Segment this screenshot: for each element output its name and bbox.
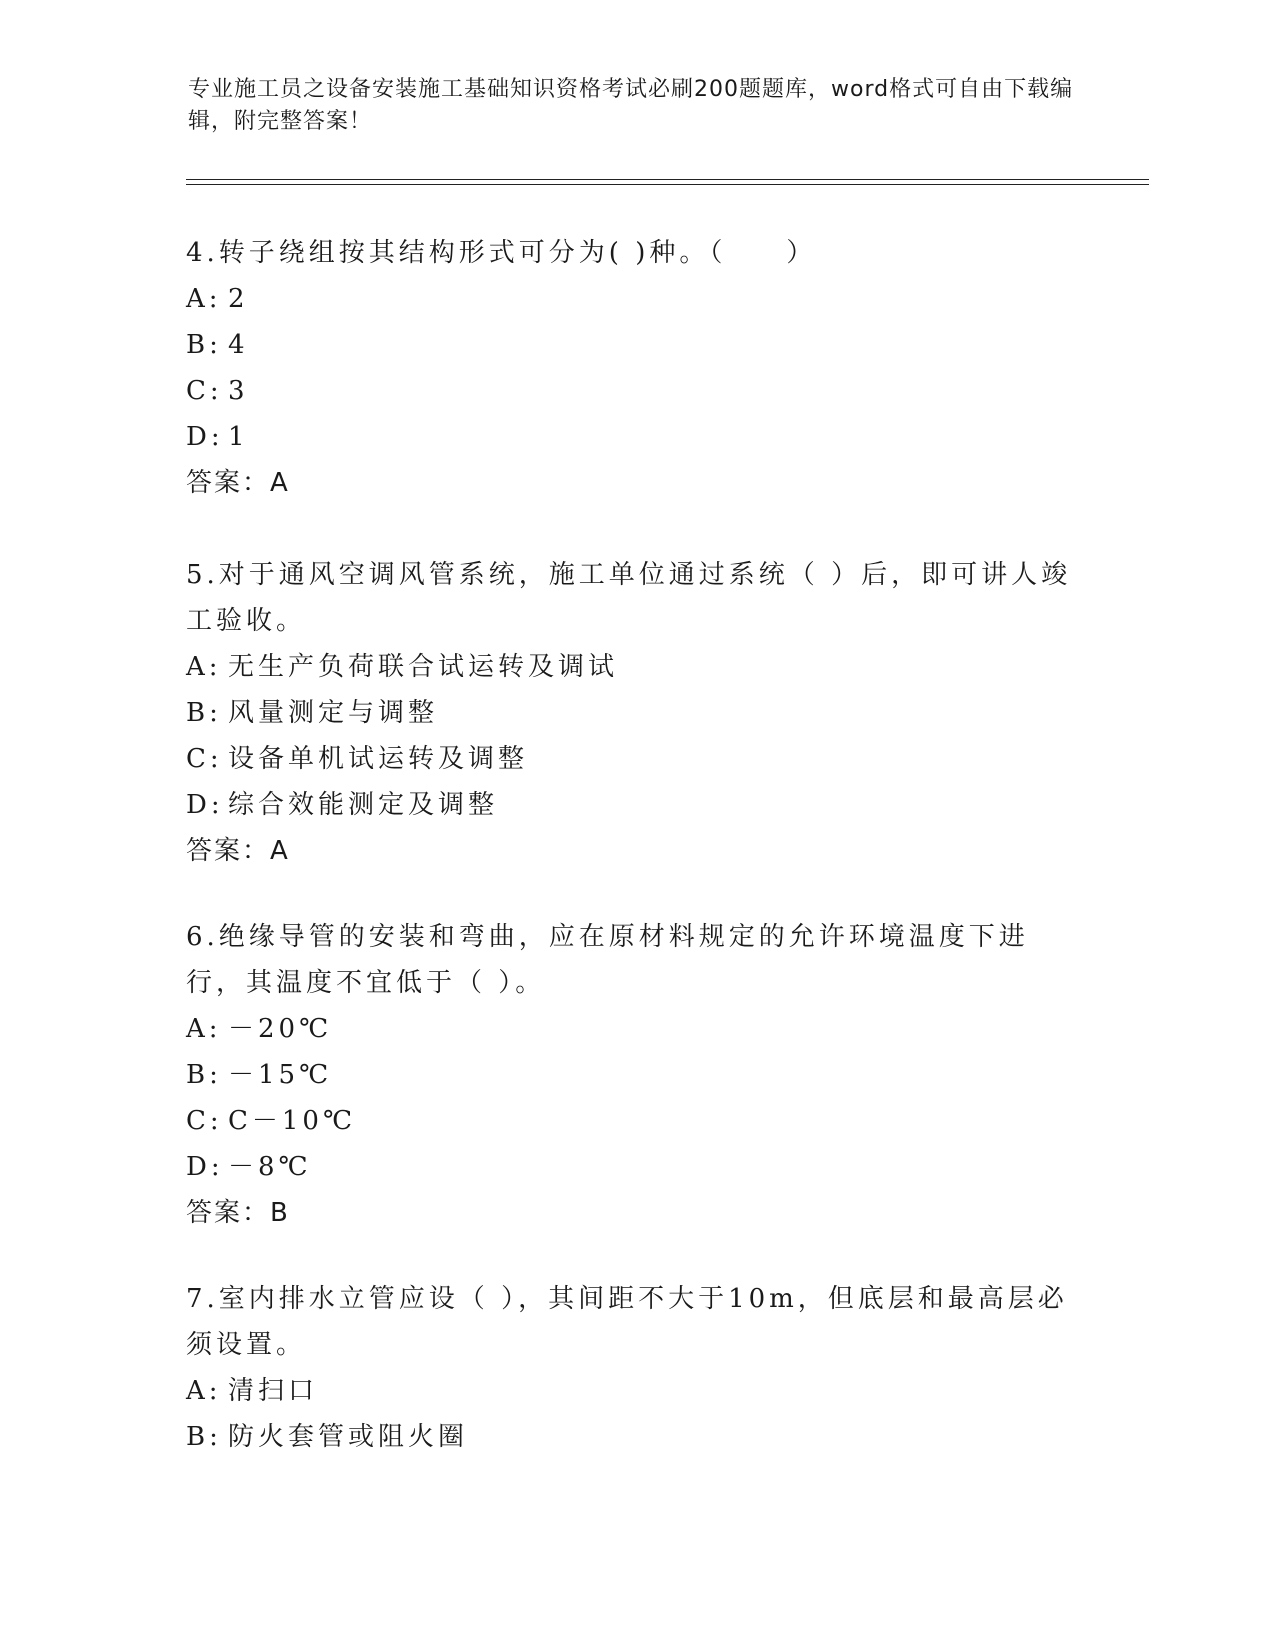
option-label: A:	[186, 652, 222, 682]
option-b	[186, 322, 1086, 368]
option-text: 2	[228, 284, 249, 314]
option-text: 设备单机试运转及调整	[228, 744, 529, 774]
answer: 答案：B	[186, 1198, 290, 1228]
header-divider-bottom	[186, 184, 1149, 185]
option-label: C:	[186, 744, 223, 774]
question-6	[186, 914, 1086, 1236]
option-label: B:	[186, 330, 222, 360]
option-d	[186, 414, 1086, 460]
answer: 答案：A	[186, 836, 290, 866]
option-a	[186, 1368, 1086, 1414]
option-b	[186, 690, 1086, 736]
option-label: C:	[186, 1106, 223, 1136]
option-text: 1	[228, 422, 249, 452]
option-b	[186, 1414, 1086, 1460]
option-d	[186, 782, 1086, 828]
answer: 答案：A	[186, 468, 290, 498]
option-label: B:	[186, 1422, 222, 1452]
question-4	[186, 230, 1086, 506]
option-text: －15℃	[228, 1060, 333, 1090]
option-text: －8℃	[228, 1152, 312, 1182]
option-text: C－10℃	[228, 1106, 357, 1136]
option-text: 综合效能测定及调整	[228, 790, 499, 820]
option-text: 清扫口	[228, 1376, 319, 1406]
option-label: A:	[186, 1014, 222, 1044]
option-label: B:	[186, 698, 222, 728]
option-label: D:	[186, 1152, 224, 1182]
question-stem: 4.转子绕组按其结构形式可分为( )种。（ ）	[186, 238, 817, 268]
question-stem: 7.室内排水立管应设（ ），其间距不大于10m，但底层和最高层必须设置。	[186, 1284, 1068, 1360]
option-label: B:	[186, 1060, 222, 1090]
option-b	[186, 1052, 1086, 1098]
option-label: A:	[186, 1376, 222, 1406]
option-a	[186, 1006, 1086, 1052]
document-header: 专业施工员之设备安装施工基础知识资格考试必刷200题题库，word格式可自由下载编辑，附完整答案！	[188, 77, 1074, 134]
question-stem: 6.绝缘导管的安装和弯曲，应在原材料规定的允许环境温度下进行，其温度不宜低于（ ）。	[186, 922, 1029, 998]
option-a	[186, 276, 1086, 322]
header-divider-top	[186, 179, 1149, 180]
option-label: C:	[186, 376, 223, 406]
option-c	[186, 368, 1086, 414]
option-text: 3	[228, 376, 249, 406]
question-5	[186, 552, 1086, 874]
option-label: D:	[186, 422, 224, 452]
option-label: A:	[186, 284, 222, 314]
option-text: 风量测定与调整	[228, 698, 439, 728]
option-text: 防火套管或阻火圈	[228, 1422, 469, 1452]
option-d	[186, 1144, 1086, 1190]
option-text: 4	[228, 330, 249, 360]
option-label: D:	[186, 790, 224, 820]
option-c	[186, 736, 1086, 782]
option-c	[186, 1098, 1086, 1144]
question-7	[186, 1276, 1086, 1460]
option-text: 无生产负荷联合试运转及调试	[228, 652, 619, 682]
option-text: －20℃	[228, 1014, 333, 1044]
question-stem: 5.对于通风空调风管系统，施工单位通过系统（ ）后，即可讲人竣工验收。	[186, 560, 1072, 636]
option-a	[186, 644, 1086, 690]
